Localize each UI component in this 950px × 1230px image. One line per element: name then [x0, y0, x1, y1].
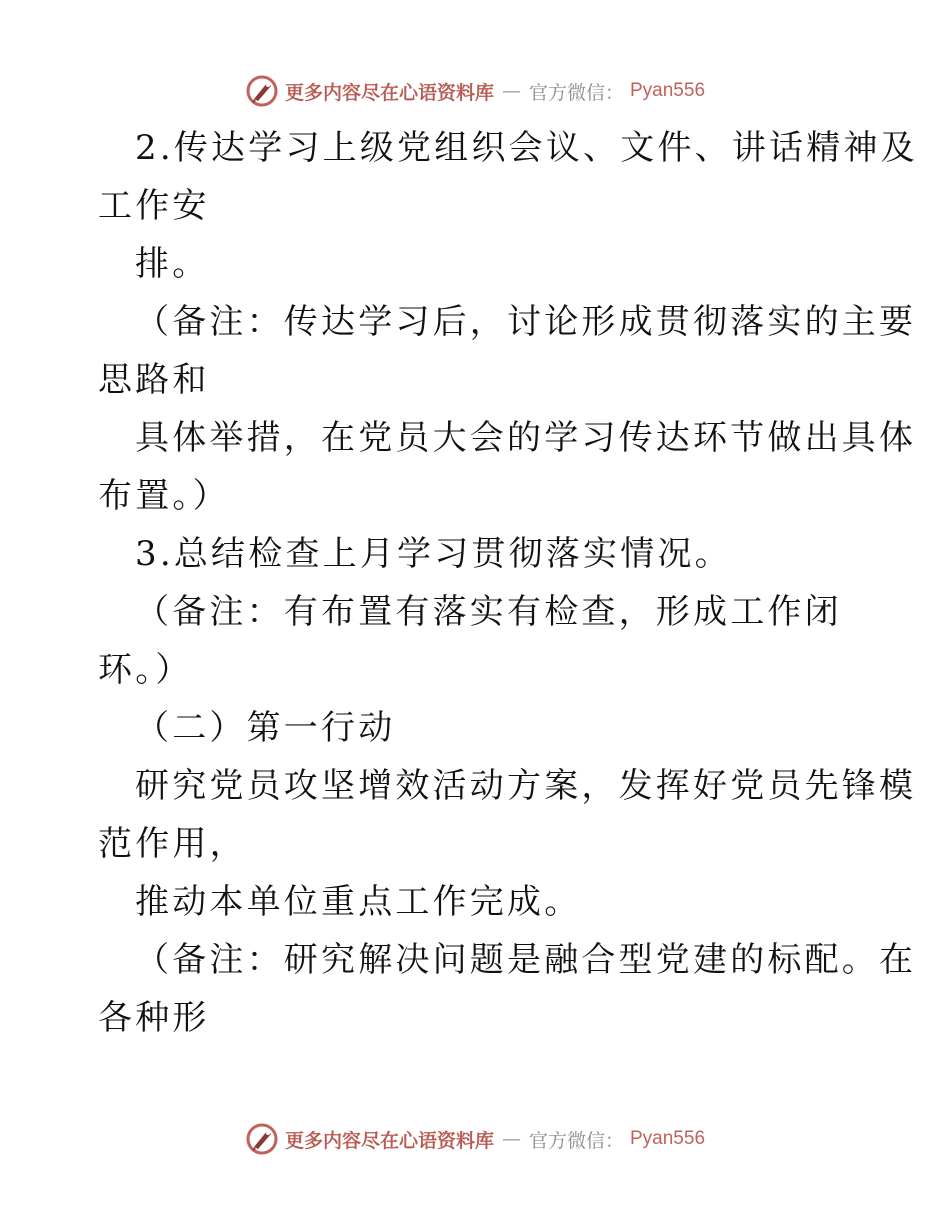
- body-line-14: 推动本单位重点工作完成。: [135, 882, 582, 922]
- body-line-10: 环。）: [98, 650, 193, 690]
- header-wechat-id: Pyan556: [630, 80, 706, 101]
- body-line-13: 范作用，: [98, 824, 247, 864]
- quill-pen-logo-icon: [245, 1122, 279, 1156]
- body-line-12: 研究党员攻坚增效活动方案，发挥好党员先锋模: [135, 766, 917, 806]
- footer-banner: [0, 1119, 950, 1159]
- footer-wechat-id: Pyan556: [630, 1128, 706, 1149]
- body-line-1: 2.传达学习上级党组织会议、文件、讲话精神及: [135, 128, 918, 168]
- body-line-5: 思路和: [98, 360, 210, 400]
- footer-site-text: 更多内容尽在心语资料库: [284, 1129, 494, 1152]
- header-banner: [0, 71, 950, 111]
- body-line-16: 各种形: [98, 998, 210, 1038]
- body-line-15: （备注：研究解决问题是融合型党建的标配。在: [135, 940, 917, 980]
- body-line-9: （备注：有布置有落实有检查，形成工作闭: [135, 592, 842, 632]
- body-line-3: 排。: [135, 244, 210, 284]
- footer-dash: —: [501, 1128, 521, 1150]
- footer-wechat-label: 官方微信：: [528, 1129, 624, 1152]
- body-line-6: 具体举措，在党员大会的学习传达环节做出具体: [135, 418, 917, 458]
- body-line-8: 3.总结检查上月学习贯彻落实情况。: [135, 534, 732, 574]
- quill-pen-logo-icon: [245, 74, 279, 108]
- body-line-7: 布置。）: [98, 476, 230, 516]
- header-dash: —: [501, 80, 521, 102]
- header-site-text: 更多内容尽在心语资料库: [284, 81, 494, 104]
- body-line-4: （备注：传达学习后，讨论形成贯彻落实的主要: [135, 302, 917, 342]
- body-line-11: （二）第一行动: [135, 708, 396, 748]
- body-line-2: 工作安: [98, 186, 210, 226]
- header-wechat-label: 官方微信：: [528, 81, 624, 104]
